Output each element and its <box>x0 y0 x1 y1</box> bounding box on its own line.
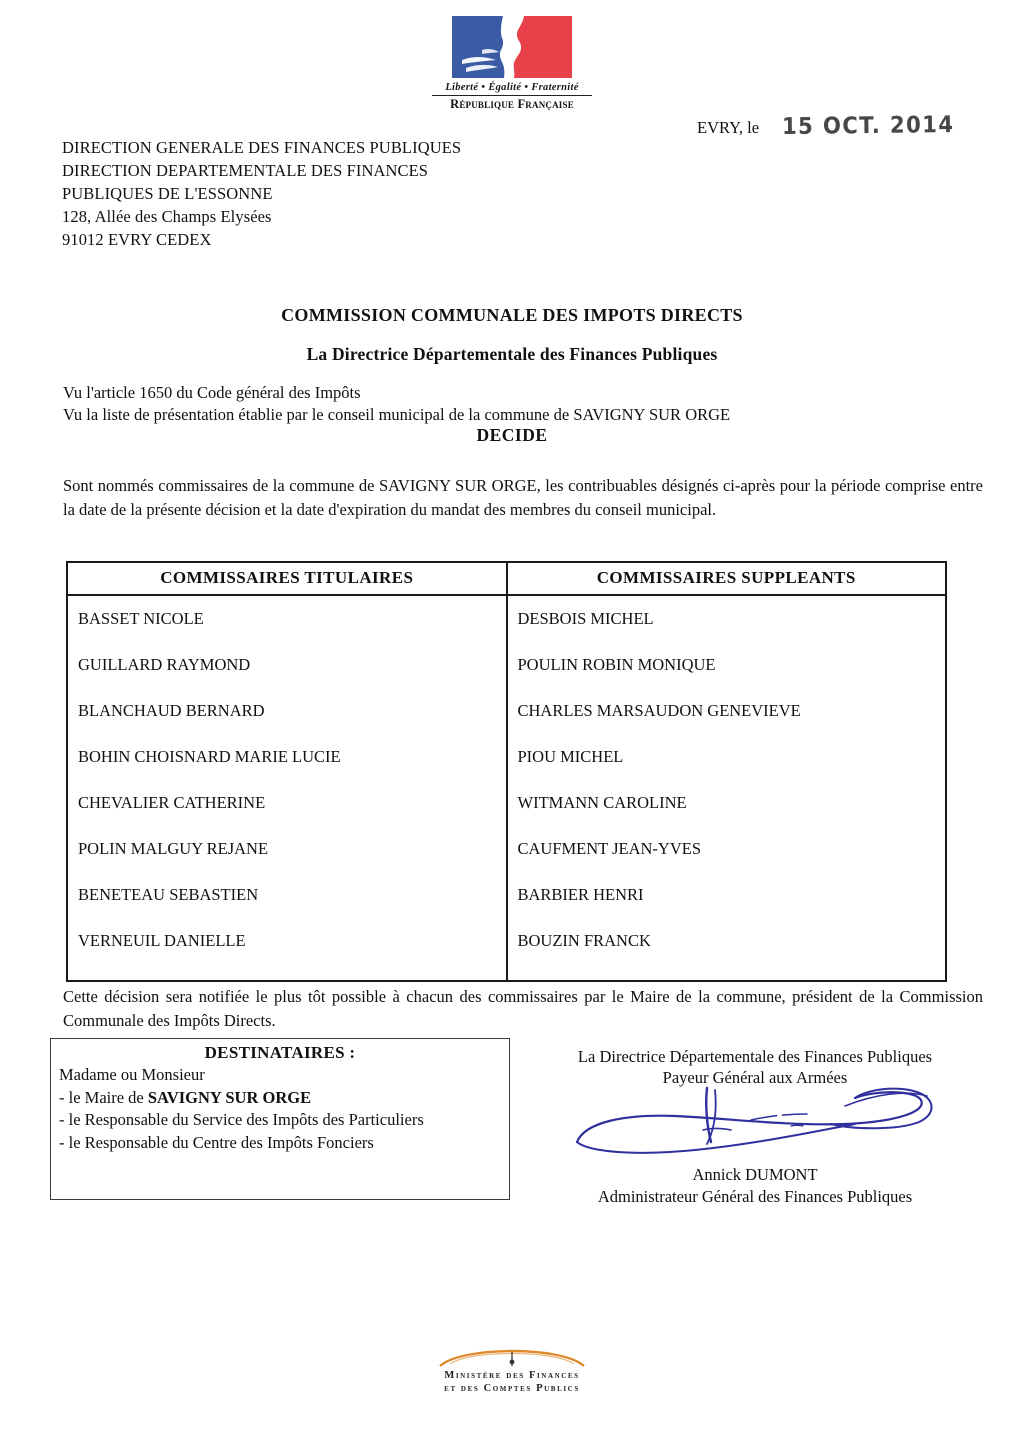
table-row <box>68 872 945 918</box>
devise-word-liberte: Liberté <box>445 82 479 93</box>
page-title: COMMISSION COMMUNALE DES IMPOTS DIRECTS <box>281 305 743 325</box>
destinataires-commune-name: SAVIGNY SUR ORGE <box>147 1087 312 1107</box>
suppleant-name: BOUZIN FRANCK <box>517 931 651 950</box>
table-row <box>68 780 945 826</box>
decide-heading: DECIDE <box>476 425 548 445</box>
destinataires-box <box>50 1038 510 1200</box>
paragraph-nominations: Sont nommés commissaires de la commune de SAVIGNY SUR ORGE, les contribuables désignés ci-après pour la période comprise entre la date de la présente décision et la date d'expiration du mandat des membres du conseil municipal. <box>63 476 983 519</box>
suppleant-name: POULIN ROBIN MONIQUE <box>517 655 716 674</box>
signatory-title: Administrateur Général des Finances Publiques <box>597 1187 913 1206</box>
republique-francaise-logo <box>0 16 1024 112</box>
vu-line-article: Vu l'article 1650 du Code général des Impôts <box>63 383 361 402</box>
devise-word-egalite: Égalité <box>488 82 522 93</box>
vu-considerations <box>63 382 730 426</box>
titulaire-name: GUILLARD RAYMOND <box>68 642 507 688</box>
suppleant-name: DESBOIS MICHEL <box>517 609 654 628</box>
devise-word-fraternite: Fraternité <box>531 82 579 93</box>
titulaire-name: BASSET NICOLE <box>68 595 507 642</box>
table-row <box>68 595 945 642</box>
destinataires-intro: Madame ou Monsieur <box>59 1065 205 1084</box>
table-row <box>68 734 945 780</box>
suppleant-name: WITMANN CAROLINE <box>517 793 687 812</box>
destinataires-item-sip: - le Responsable du Service des Impôts des Particuliers <box>59 1110 424 1129</box>
place-date-prefix: EVRY, le <box>697 118 760 137</box>
table-row <box>68 642 945 688</box>
signatory-role-line-1: La Directrice Départementale des Finances Publiques <box>577 1047 933 1066</box>
table-row <box>68 688 945 734</box>
ministry-footer-text <box>444 1369 580 1395</box>
destinataires-item-maire-prefix: - le Maire de <box>59 1087 148 1107</box>
ministry-footer <box>0 1342 1024 1395</box>
sender-line-2: DIRECTION DEPARTEMENTALE DES FINANCES <box>62 161 429 180</box>
sender-line-3: PUBLIQUES DE L'ESSONNE <box>62 184 273 203</box>
marianne-flag-icon <box>452 16 572 78</box>
ministry-footer-line-2: et des Comptes Publics <box>444 1383 580 1394</box>
republique-francaise-label: République Française <box>450 97 574 111</box>
titulaire-name: BENETEAU SEBASTIEN <box>68 872 507 918</box>
titulaire-name: BOHIN CHOISNARD MARIE LUCIE <box>68 734 507 780</box>
sender-line-1: DIRECTION GENERALE DES FINANCES PUBLIQUES <box>62 138 462 157</box>
titulaire-name: POLIN MALGUY REJANE <box>68 826 507 872</box>
ministry-footer-line-1: Ministère des Finances <box>444 1370 580 1381</box>
destinataires-item-cif: - le Responsable du Centre des Impôts Fonciers <box>59 1132 374 1152</box>
table-row <box>68 826 945 872</box>
table-header-suppleants: COMMISSAIRES SUPPLEANTS <box>507 563 946 595</box>
signatory-name: Annick DUMONT <box>692 1165 818 1184</box>
signature-ink-icon <box>555 1070 955 1170</box>
sender-postal-city: 91012 EVRY CEDEX <box>62 230 212 249</box>
titulaire-name: CHEVALIER CATHERINE <box>68 780 507 826</box>
table-header-row <box>68 563 945 595</box>
commissaires-table <box>66 561 947 982</box>
ministry-arc-icon <box>432 1342 592 1368</box>
titulaire-name: VERNEUIL DANIELLE <box>68 918 507 980</box>
vu-line-liste: Vu la liste de présentation établie par le conseil municipal de la commune de SAVIGNY SUR ORGE <box>63 405 731 424</box>
devise-republicaine: Liberté • Égalité • Fraternité <box>445 82 579 93</box>
suppleant-name: PIOU MICHEL <box>517 747 624 766</box>
sender-street: 128, Allée des Champs Elysées <box>62 207 272 226</box>
handwritten-signature <box>520 1084 990 1162</box>
destinataires-title: DESTINATAIRES : <box>204 1043 356 1062</box>
suppleant-name: CAUFMENT JEAN-YVES <box>517 839 701 858</box>
destinataires-item-maire <box>59 1087 501 1110</box>
sender-address-block <box>62 136 461 251</box>
paragraph-notification: Cette décision sera notifiée le plus tôt possible à chacun des commissaires par le Maire de la commune, président de la Commission Communale des Impôts Directs. <box>63 987 983 1030</box>
table-header-titulaires: COMMISSAIRES TITULAIRES <box>68 563 507 595</box>
logo-divider <box>432 95 592 96</box>
suppleant-name: BARBIER HENRI <box>517 885 644 904</box>
page-subtitle: La Directrice Départementale des Finances Publiques <box>306 344 718 364</box>
table-row <box>68 918 945 980</box>
titulaire-name: BLANCHAUD BERNARD <box>68 688 507 734</box>
signatory-role-line-2: Payeur Général aux Armées <box>662 1068 848 1087</box>
signature-block <box>520 1046 990 1208</box>
suppleant-name: CHARLES MARSAUDON GENEVIEVE <box>517 701 801 720</box>
date-stamp: 15 OCT. 2014 <box>781 112 955 140</box>
